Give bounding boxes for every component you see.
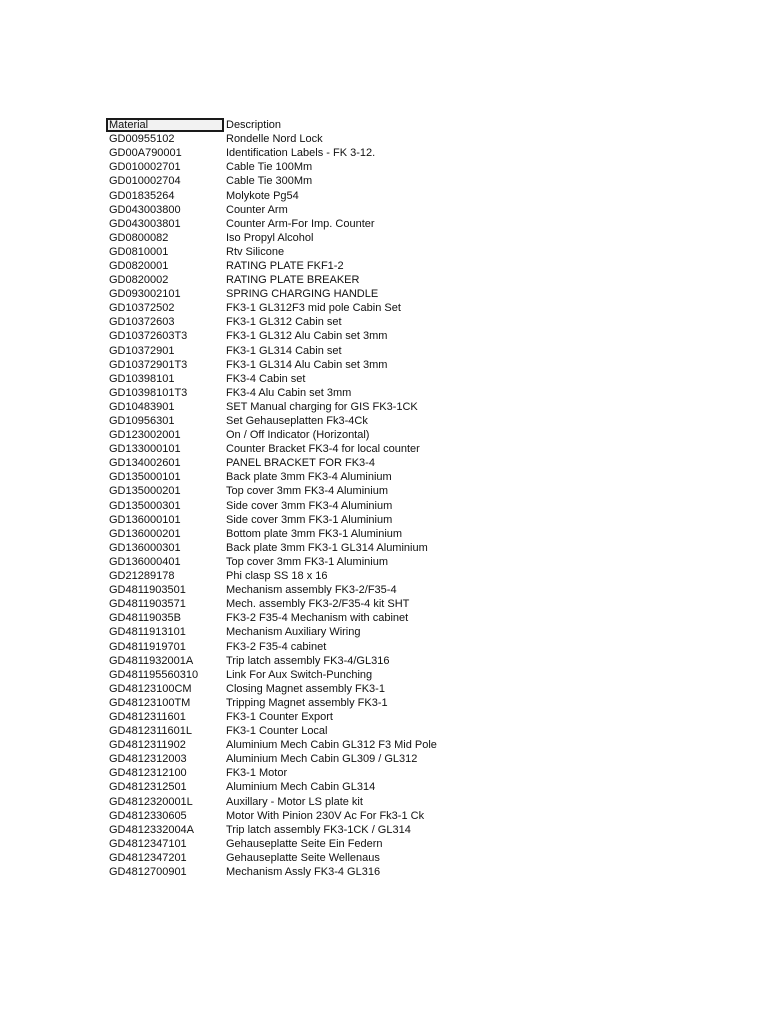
description-cell[interactable]: Aluminium Mech Cabin GL309 / GL312 — [226, 753, 418, 766]
description-cell[interactable]: Rtv Silicone — [226, 245, 285, 258]
material-cell[interactable]: GD136000201 — [109, 527, 181, 540]
table-row — [106, 132, 666, 146]
description-cell[interactable]: SET Manual charging for GIS FK3-1CK — [226, 400, 418, 413]
table-row — [106, 611, 666, 625]
table-row — [106, 344, 666, 358]
material-cell[interactable]: GD136000301 — [109, 541, 181, 554]
material-cell[interactable]: GD48119035B — [109, 612, 181, 625]
table-row — [106, 851, 666, 865]
table-row — [106, 484, 666, 498]
description-cell[interactable]: FK3-4 Cabin set — [226, 372, 306, 385]
description-cell[interactable]: RATING PLATE FKF1-2 — [226, 259, 344, 272]
material-cell[interactable]: GD4812312100 — [109, 767, 187, 780]
material-cell[interactable]: GD043003800 — [109, 203, 181, 216]
table-row — [106, 668, 666, 682]
description-cell[interactable]: Molykote Pg54 — [226, 189, 299, 202]
description-cell[interactable]: Trip latch assembly FK3-1CK / GL314 — [226, 823, 411, 836]
table-row — [106, 823, 666, 837]
description-cell[interactable]: Counter Arm-For Imp. Counter — [226, 217, 375, 230]
material-cell[interactable]: GD4812700901 — [109, 866, 187, 879]
table-row — [106, 654, 666, 668]
description-cell[interactable]: FK3-1 GL312F3 mid pole Cabin Set — [226, 302, 401, 315]
description-cell[interactable]: Iso Propyl Alcohol — [226, 231, 314, 244]
table-row — [106, 710, 666, 724]
description-cell[interactable]: RATING PLATE BREAKER — [226, 274, 360, 287]
table-row — [106, 541, 666, 555]
table-row — [106, 146, 666, 160]
description-cell[interactable]: Side cover 3mm FK3-4 Aluminium — [226, 499, 393, 512]
table-row — [106, 287, 666, 301]
material-cell[interactable]: GD00955102 — [109, 133, 175, 146]
table-row — [106, 696, 666, 710]
table-row — [106, 583, 666, 597]
description-header-cell[interactable]: Description — [226, 119, 282, 132]
table-row — [106, 329, 666, 343]
table-row — [106, 231, 666, 245]
material-cell[interactable]: GD043003801 — [109, 217, 181, 230]
material-cell[interactable]: GD4812330605 — [109, 809, 187, 822]
material-cell[interactable]: GD0810001 — [109, 245, 169, 258]
material-cell[interactable]: GD4812312003 — [109, 753, 187, 766]
material-cell[interactable]: GD48123100CM — [109, 682, 192, 695]
table-row — [106, 865, 666, 879]
material-cell[interactable]: GD4812311601L — [109, 725, 192, 738]
table-row — [106, 414, 666, 428]
table-row — [106, 470, 666, 484]
table-row — [106, 301, 666, 315]
material-cell[interactable]: GD135000201 — [109, 485, 181, 498]
material-cell[interactable]: GD123002001 — [109, 429, 181, 442]
table-row — [106, 682, 666, 696]
table-row — [106, 724, 666, 738]
table-row — [106, 174, 666, 188]
description-cell[interactable]: Aluminium Mech Cabin GL314 — [226, 781, 376, 794]
material-cell[interactable]: GD10483901 — [109, 400, 175, 413]
header-row — [106, 118, 666, 132]
description-cell[interactable]: Gehauseplatte Seite Ein Federn — [226, 837, 383, 850]
material-cell[interactable]: GD01835264 — [109, 189, 175, 202]
material-cell[interactable]: GD0820002 — [109, 274, 169, 287]
description-cell[interactable]: FK3-1 Counter Local — [226, 725, 328, 738]
material-cell[interactable]: GD10372603T3 — [109, 330, 188, 343]
material-cell[interactable]: GD4812347201 — [109, 851, 187, 864]
table-row — [106, 752, 666, 766]
table-row — [106, 315, 666, 329]
material-cell[interactable]: GD4812311902 — [109, 739, 186, 752]
description-cell[interactable]: FK3-1 GL314 Cabin set — [226, 344, 342, 357]
description-cell[interactable]: Motor With Pinion 230V Ac For Fk3-1 Ck — [226, 809, 425, 822]
material-cell[interactable]: GD10372502 — [109, 302, 175, 315]
material-cell[interactable]: GD10398101 — [109, 372, 175, 385]
description-cell[interactable]: Cable Tie 100Mm — [226, 161, 313, 174]
description-cell[interactable]: Counter Bracket FK3-4 for local counter — [226, 443, 420, 456]
material-cell[interactable]: GD136000101 — [109, 513, 181, 526]
material-cell[interactable]: GD10372901 — [109, 344, 175, 357]
description-cell[interactable]: FK3-2 F35-4 cabinet — [226, 640, 327, 653]
description-cell[interactable]: Tripping Magnet assembly FK3-1 — [226, 696, 388, 709]
material-cell[interactable]: GD4812332004A — [109, 823, 195, 836]
table-row — [106, 795, 666, 809]
table-body — [106, 132, 666, 879]
description-cell[interactable]: Closing Magnet assembly FK3-1 — [226, 682, 385, 695]
material-cell[interactable]: GD48123100TM — [109, 696, 191, 709]
description-cell[interactable]: FK3-1 GL312 Cabin set — [226, 316, 342, 329]
table-row — [106, 203, 666, 217]
description-cell[interactable]: On / Off Indicator (Horizontal) — [226, 429, 370, 442]
table-row — [106, 188, 666, 202]
description-cell[interactable]: Trip latch assembly FK3-4/GL316 — [226, 654, 390, 667]
material-cell[interactable]: GD4811919701 — [109, 640, 186, 653]
material-cell[interactable]: GD10398101T3 — [109, 386, 188, 399]
material-cell[interactable]: GD10372901T3 — [109, 358, 188, 371]
description-cell[interactable]: Rondelle Nord Lock — [226, 133, 323, 146]
material-cell[interactable]: GD4811903501 — [109, 584, 186, 597]
material-cell[interactable]: GD4811913101 — [109, 626, 186, 639]
material-cell[interactable]: GD0820001 — [109, 259, 169, 272]
description-cell[interactable]: Mechanism Auxiliary Wiring — [226, 626, 361, 639]
material-cell[interactable]: GD10372603 — [109, 316, 175, 329]
description-cell[interactable]: Counter Arm — [226, 203, 288, 216]
table-row — [106, 160, 666, 174]
table-row — [106, 809, 666, 823]
description-cell[interactable]: Top cover 3mm FK3-4 Aluminium — [226, 485, 388, 498]
table-row — [106, 273, 666, 287]
description-cell[interactable]: Gehauseplatte Seite Wellenaus — [226, 851, 380, 864]
description-cell[interactable]: Auxillary - Motor LS plate kit — [226, 795, 363, 808]
table-row — [106, 738, 666, 752]
material-cell[interactable]: GD481195560310 — [109, 668, 199, 681]
description-cell[interactable]: PANEL BRACKET FOR FK3-4 — [226, 457, 375, 470]
material-cell[interactable]: GD093002101 — [109, 288, 181, 301]
description-cell[interactable]: FK3-4 Alu Cabin set 3mm — [226, 386, 352, 399]
description-cell[interactable]: FK3-1 Counter Export — [226, 710, 333, 723]
material-cell[interactable]: GD010002701 — [109, 161, 181, 174]
table-row — [106, 639, 666, 653]
description-cell[interactable]: Identification Labels - FK 3-12. — [226, 147, 376, 160]
material-cell[interactable]: GD133000101 — [109, 443, 181, 456]
material-cell[interactable]: GD10956301 — [109, 415, 175, 428]
table-row — [106, 428, 666, 442]
description-cell[interactable]: Link For Aux Switch-Punching — [226, 668, 373, 681]
description-cell[interactable]: Cable Tie 300Mm — [226, 175, 313, 188]
description-cell[interactable]: FK3-2 F35-4 Mechanism with cabinet — [226, 612, 409, 625]
material-cell[interactable]: GD4812312501 — [109, 781, 187, 794]
description-cell[interactable]: Aluminium Mech Cabin GL312 F3 Mid Pole — [226, 739, 437, 752]
table-row — [106, 400, 666, 414]
description-cell[interactable]: Mechanism Assly FK3-4 GL316 — [226, 866, 381, 879]
material-cell[interactable]: GD4812320001L — [109, 795, 193, 808]
table-row — [106, 780, 666, 794]
table-row — [106, 358, 666, 372]
material-cell[interactable]: GD4812311601 — [109, 710, 186, 723]
table-row — [106, 527, 666, 541]
table-row — [106, 597, 666, 611]
table-row — [106, 386, 666, 400]
table-row — [106, 245, 666, 259]
table-row — [106, 625, 666, 639]
material-cell[interactable]: GD134002601 — [109, 457, 181, 470]
table-row — [106, 555, 666, 569]
material-cell[interactable]: GD136000401 — [109, 555, 181, 568]
material-cell[interactable]: GD135000101 — [109, 471, 181, 484]
table-row — [106, 372, 666, 386]
description-cell[interactable]: Mechanism assembly FK3-2/F35-4 — [226, 584, 397, 597]
table-row — [106, 456, 666, 470]
description-cell[interactable]: Bottom plate 3mm FK3-1 Aluminium — [226, 527, 403, 540]
material-cell[interactable]: GD010002704 — [109, 175, 181, 188]
material-cell[interactable]: GD21289178 — [109, 570, 175, 583]
table-row — [106, 569, 666, 583]
table-row — [106, 217, 666, 231]
material-cell[interactable]: GD0800082 — [109, 231, 169, 244]
description-cell[interactable]: FK3-1 Motor — [226, 767, 288, 780]
description-cell[interactable]: Phi clasp SS 18 x 16 — [226, 570, 328, 583]
description-cell[interactable]: Top cover 3mm FK3-1 Aluminium — [226, 555, 388, 568]
description-cell[interactable]: FK3-1 GL312 Alu Cabin set 3mm — [226, 330, 388, 343]
material-cell[interactable]: GD00A790001 — [109, 147, 182, 160]
parts-table — [106, 118, 666, 879]
material-cell[interactable]: GD4811903571 — [109, 598, 186, 611]
description-cell[interactable]: Mech. assembly FK3-2/F35-4 kit SHT — [226, 598, 410, 611]
material-header-cell[interactable]: Material — [106, 118, 224, 132]
description-cell[interactable]: Back plate 3mm FK3-1 GL314 Aluminium — [226, 541, 428, 554]
table-row — [106, 259, 666, 273]
description-cell[interactable]: Back plate 3mm FK3-4 Aluminium — [226, 471, 392, 484]
table-row — [106, 766, 666, 780]
material-cell[interactable]: GD135000301 — [109, 499, 181, 512]
table-row — [106, 499, 666, 513]
material-cell[interactable]: GD4811932001A — [109, 654, 194, 667]
description-cell[interactable]: SPRING CHARGING HANDLE — [226, 288, 379, 301]
description-cell[interactable]: FK3-1 GL314 Alu Cabin set 3mm — [226, 358, 388, 371]
description-cell[interactable]: Side cover 3mm FK3-1 Aluminium — [226, 513, 393, 526]
table-row — [106, 442, 666, 456]
table-row — [106, 837, 666, 851]
material-cell[interactable]: GD4812347101 — [109, 837, 187, 850]
table-row — [106, 513, 666, 527]
description-cell[interactable]: Set Gehauseplatten Fk3-4Ck — [226, 415, 368, 428]
